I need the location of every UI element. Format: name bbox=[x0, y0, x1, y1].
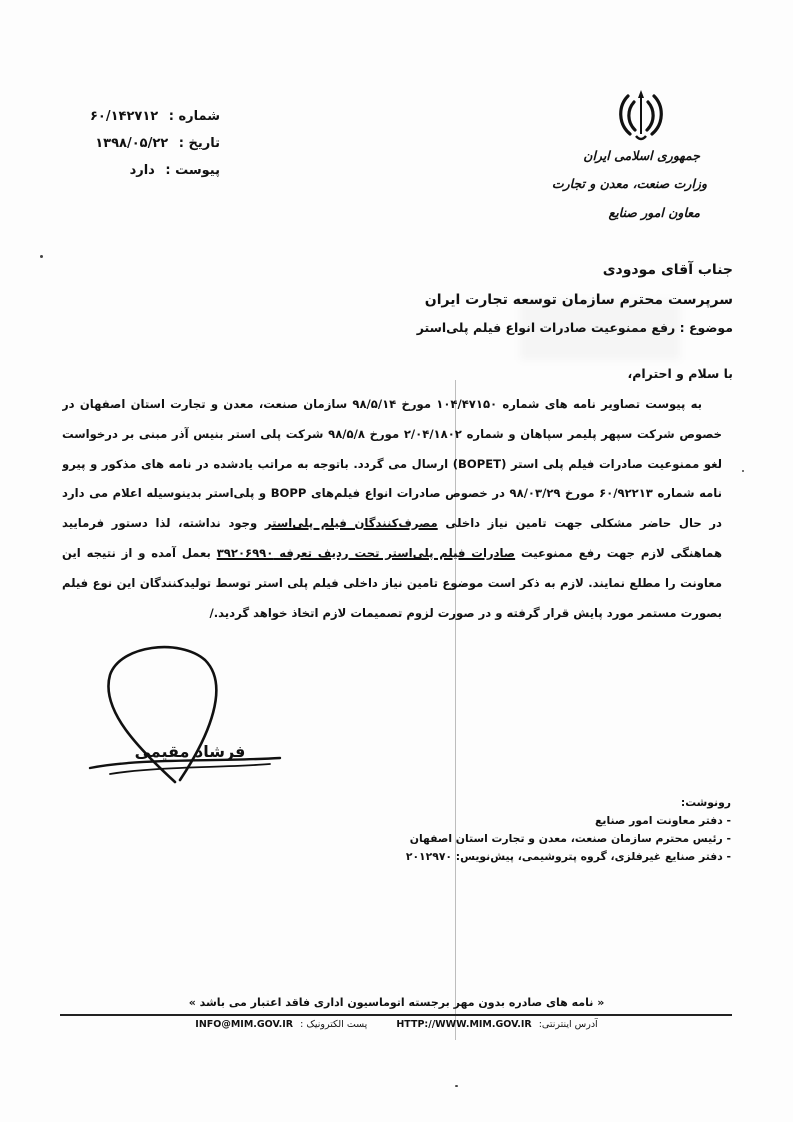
addressee-title: سرپرست محترم سازمان توسعه تجارت ایران bbox=[424, 292, 733, 308]
body-line-6 bbox=[62, 544, 722, 562]
cc-item-isfahan-organization: - رئیس محترم سازمان صنعت، معدن و تجارت استان اصفهان bbox=[409, 832, 731, 845]
letter-number-label: شماره : bbox=[168, 109, 220, 124]
gov-line-deputy: معاون امور صنایع bbox=[608, 205, 700, 220]
footer-divider bbox=[60, 1014, 732, 1016]
footer-email-label: پست الکترونیک : bbox=[300, 1019, 368, 1030]
letter-attachment bbox=[60, 163, 220, 178]
body-line-1: به پیوست تصاویر نامه های شماره ۱۰۴/۴۷۱۵۰ مورخ ۹۸/۵/۱۴ سازمان صنعت، معدن و تجارت استان اصفهان در bbox=[62, 397, 702, 411]
body-line-5 bbox=[62, 514, 722, 532]
footer-contacts bbox=[0, 1019, 793, 1030]
body-line-5-end: وجود نداشته، لذا دستور فرمایید bbox=[62, 516, 265, 530]
body-line-2: خصوص شرکت سپهر پلیمر سپاهان و شماره ۲/۰۴/۱۸۰۲ مورخ ۹۸/۵/۸ شرکت پلی استر بنیس آذر مبنی بر درخواست bbox=[62, 427, 722, 441]
body-line-7: معاونت را مطلع نمایند. لازم به ذکر است موضوع تامین نیاز داخلی فیلم پلی استر توسط تولیدکنندگان این نوع فیلم bbox=[62, 576, 722, 590]
cc-item-industries-deputy: - دفتر معاونت امور صنایع bbox=[595, 814, 731, 827]
handwritten-signature bbox=[80, 640, 290, 800]
signer-name: فرشاد مقیمی bbox=[134, 742, 246, 761]
letter-date-value: ۱۳۹۸/۰۵/۲۲ bbox=[95, 136, 169, 151]
letter-number-value: ۶۰/۱۴۲۷۱۲ bbox=[89, 109, 159, 124]
body-line-4: نامه شماره ۶۰/۹۲۲۱۳ مورخ ۹۸/۰۳/۲۹ در خصوص صادرات انواع فیلم‌های BOPP و پلی‌استر بدینوسیله اعلام می دارد bbox=[62, 486, 722, 500]
letter-attachment-label: پیوست : bbox=[165, 163, 220, 178]
scan-fold-line bbox=[455, 380, 456, 1040]
letter-subject: موضوع : رفع ممنوعیت صادرات انواع فیلم پلی‌استر bbox=[416, 320, 733, 335]
letter-date-label: تاریخ : bbox=[178, 136, 220, 151]
greeting: با سلام و احترام، bbox=[627, 366, 733, 381]
footer-web-label: آدرس اینترنتی: bbox=[538, 1019, 598, 1030]
cc-title: رونوشت: bbox=[680, 796, 731, 809]
scan-speck bbox=[40, 255, 43, 258]
letter-date bbox=[60, 136, 220, 151]
letter-number bbox=[60, 109, 220, 124]
body-line-6-end: بعمل آمده و از نتیجه این bbox=[62, 546, 217, 560]
body-line-6-start: هماهنگی لازم جهت رفع ممنوعیت bbox=[515, 546, 722, 560]
addressee-name: جناب آقای مودودی bbox=[602, 262, 733, 278]
body-line-5-start: در حال حاضر مشکلی جهت تامین نیاز داخلی bbox=[437, 516, 722, 530]
scan-speck bbox=[455, 1085, 458, 1087]
gov-line-republic: جمهوری اسلامی ایران bbox=[583, 148, 700, 163]
body-line-6-underlined: صادرات فیلم پلی‌استر تحت ردیف تعرفه ۳۹۲۰۶۹۹۰ bbox=[216, 546, 516, 560]
cc-item-nonmetal-office: - دفتر صنایع غیرفلزی، گروه پتروشیمی، پیش‌نویس: ۲۰۱۲۹۷۰ bbox=[405, 850, 731, 863]
footer-web-value: HTTP://WWW.MIM.GOV.IR bbox=[396, 1019, 532, 1030]
body-line-8: بصورت مستمر مورد پایش قرار گرفته و در صورت لزوم تصمیمات لازم اتخاذ خواهد گردید./ bbox=[209, 606, 722, 620]
footer-email-value: INFO@MIM.GOV.IR bbox=[195, 1019, 294, 1030]
gov-line-ministry: وزارت صنعت، معدن و تجارت bbox=[551, 176, 707, 191]
scan-speck bbox=[742, 470, 744, 472]
letter-attachment-value: دارد bbox=[129, 163, 155, 178]
iran-emblem-icon bbox=[614, 86, 668, 142]
validity-note: « نامه های صادره بدون مهر برجسته اتوماسیون اداری فاقد اعتبار می باشد » bbox=[188, 996, 605, 1009]
body-line-3: لغو ممنوعیت صادرات فیلم پلی استر (BOPET) ارسال می گردد. باتوجه به مراتب یادشده در نامه های مذکور و پیرو bbox=[62, 457, 722, 471]
body-line-5-underlined: مصرف‌کنندگان فیلم پلی‌استر bbox=[264, 516, 438, 530]
